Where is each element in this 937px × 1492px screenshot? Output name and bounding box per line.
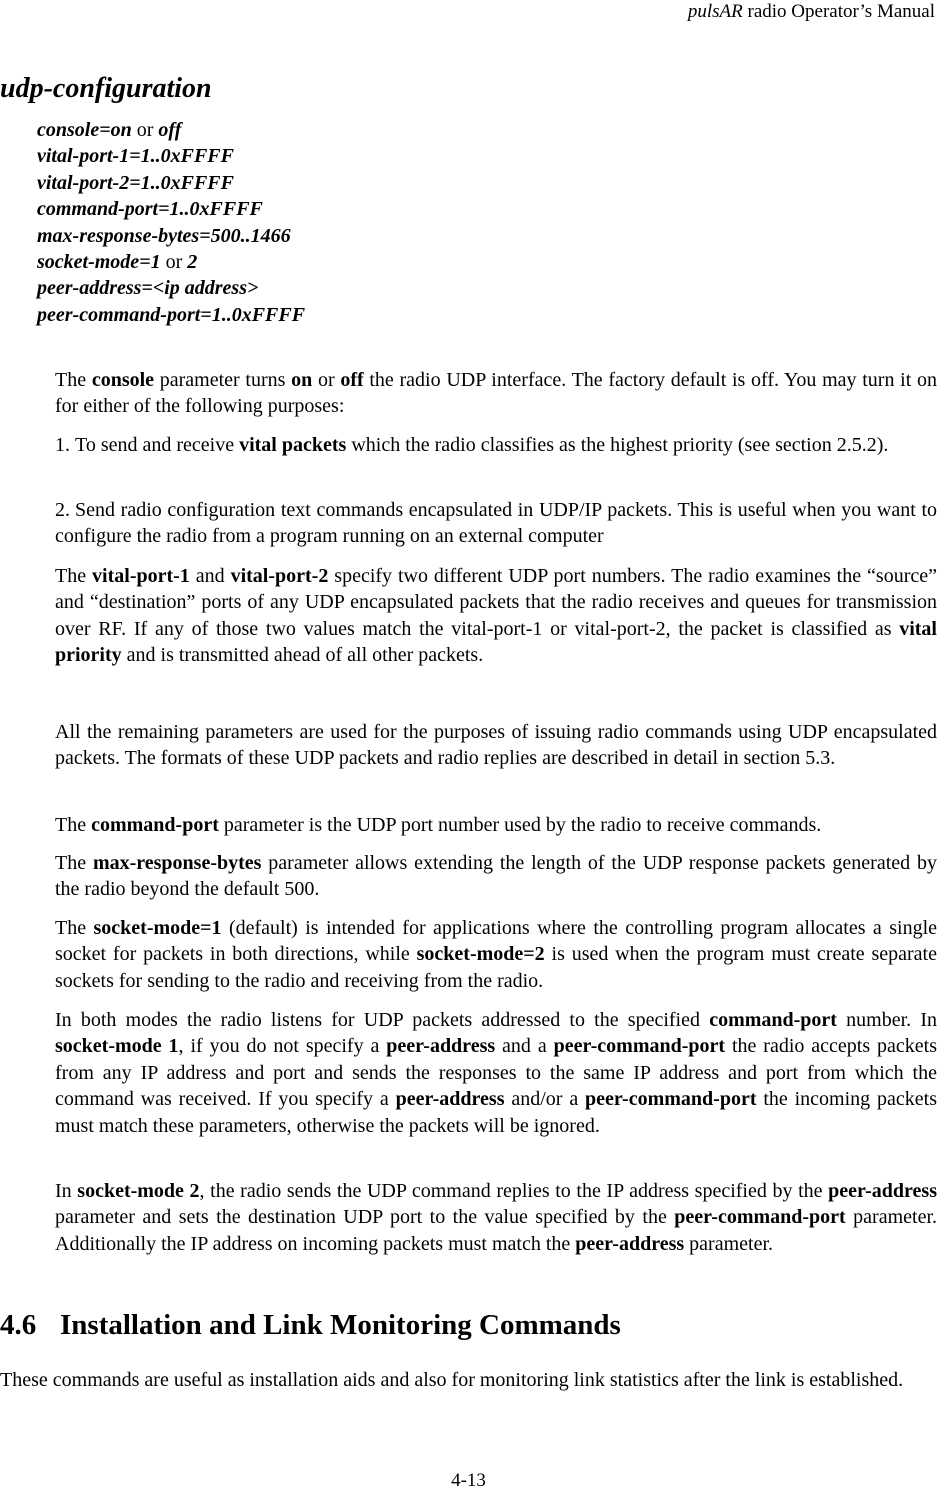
section-number: 4.6 [0,1309,37,1341]
paragraph-console: The console parameter turns on or off the radio UDP interface. The factory default is off. You may turn it on for either of the following purposes: [55,369,937,418]
paragraph-socket-mode-2: In socket-mode 2, the radio sends the UDP command replies to the IP address specified by the peer-address parameter and sets the destination UDP port to the value specified by the peer-command-port parameter. Additionally the IP address on incoming packets must match the peer-address parameter. [55,1180,937,1255]
section-heading [0,1307,621,1343]
paragraph-max-response-bytes: The max-response-bytes parameter allows extending the length of the UDP response packets generated by the radio beyond the default 500. [55,852,937,901]
paragraph-vital-ports: The vital-port-1 and vital-port-2 specify two different UDP port numbers. The radio examines the “source” and “destination” ports of any UDP encapsulated packets that the radio receives and queues for transmission over RF. If any of those two values match the vital-port-1 or vital-port-2, the packet is classified as vital priority and is transmitted ahead of all other packets. [55,565,937,667]
header-title: radio Operator’s Manual [742,1,935,22]
syntax-line: console=on or off [37,119,182,141]
list-item: 2. Send radio configuration text commands encapsulated in UDP/IP packets. This is useful when you want to configure the radio from a program running on an external computer [55,499,937,548]
syntax-line: vital-port-2=1..0xFFFF [37,171,234,194]
paragraph-both-modes: In both modes the radio listens for UDP packets addressed to the specified command-port number. In socket-mode 1, if you do not specify a peer-address and a peer-command-port the radio accepts packets from any IP address and port and sends the responses to the same IP address and port from which the command was received. If you specify a peer-address and/or a peer-command-port the incoming packets must match these parameters, otherwise the packets will be ignored. [55,1009,937,1137]
paragraph-socket-mode: The socket-mode=1 (default) is intended for applications where the controlling program allocates a single socket for packets in both directions, while socket-mode=2 is used when the program must create separate sockets for sending to the radio and receiving from the radio. [55,917,937,992]
paragraph-remaining-parameters: All the remaining parameters are used for the purposes of issuing radio commands using UDP encapsulated packets. The formats of these UDP packets and radio replies are described in detail in section 5.3. [55,721,937,770]
list-item: 1. To send and receive vital packets which the radio classifies as the highest priority (see section 2.5.2). [55,434,889,456]
paragraph-intro: These commands are useful as installation aids and also for monitoring link statistics after the link is established. [0,1369,904,1391]
syntax-line: vital-port-1=1..0xFFFF [37,145,234,168]
syntax-line: socket-mode=1 or 2 [37,251,198,274]
page-number: 4-13 [451,1470,486,1491]
header-brand: pulsAR [687,1,743,22]
paragraph-command-port: The command-port parameter is the UDP port number used by the radio to receive commands. [55,814,822,836]
running-header [688,0,935,24]
syntax-line: peer-command-port=1..0xFFFF [37,303,306,326]
syntax-line: max-response-bytes=500..1466 [37,224,291,247]
section-title: udp-configuration [0,73,212,104]
syntax-line: command-port=1..0xFFFF [37,198,263,221]
command-syntax-block [37,117,305,328]
syntax-line: peer-address=<ip address> [37,277,259,300]
section-heading-title: Installation and Link Monitoring Commands [60,1309,621,1341]
